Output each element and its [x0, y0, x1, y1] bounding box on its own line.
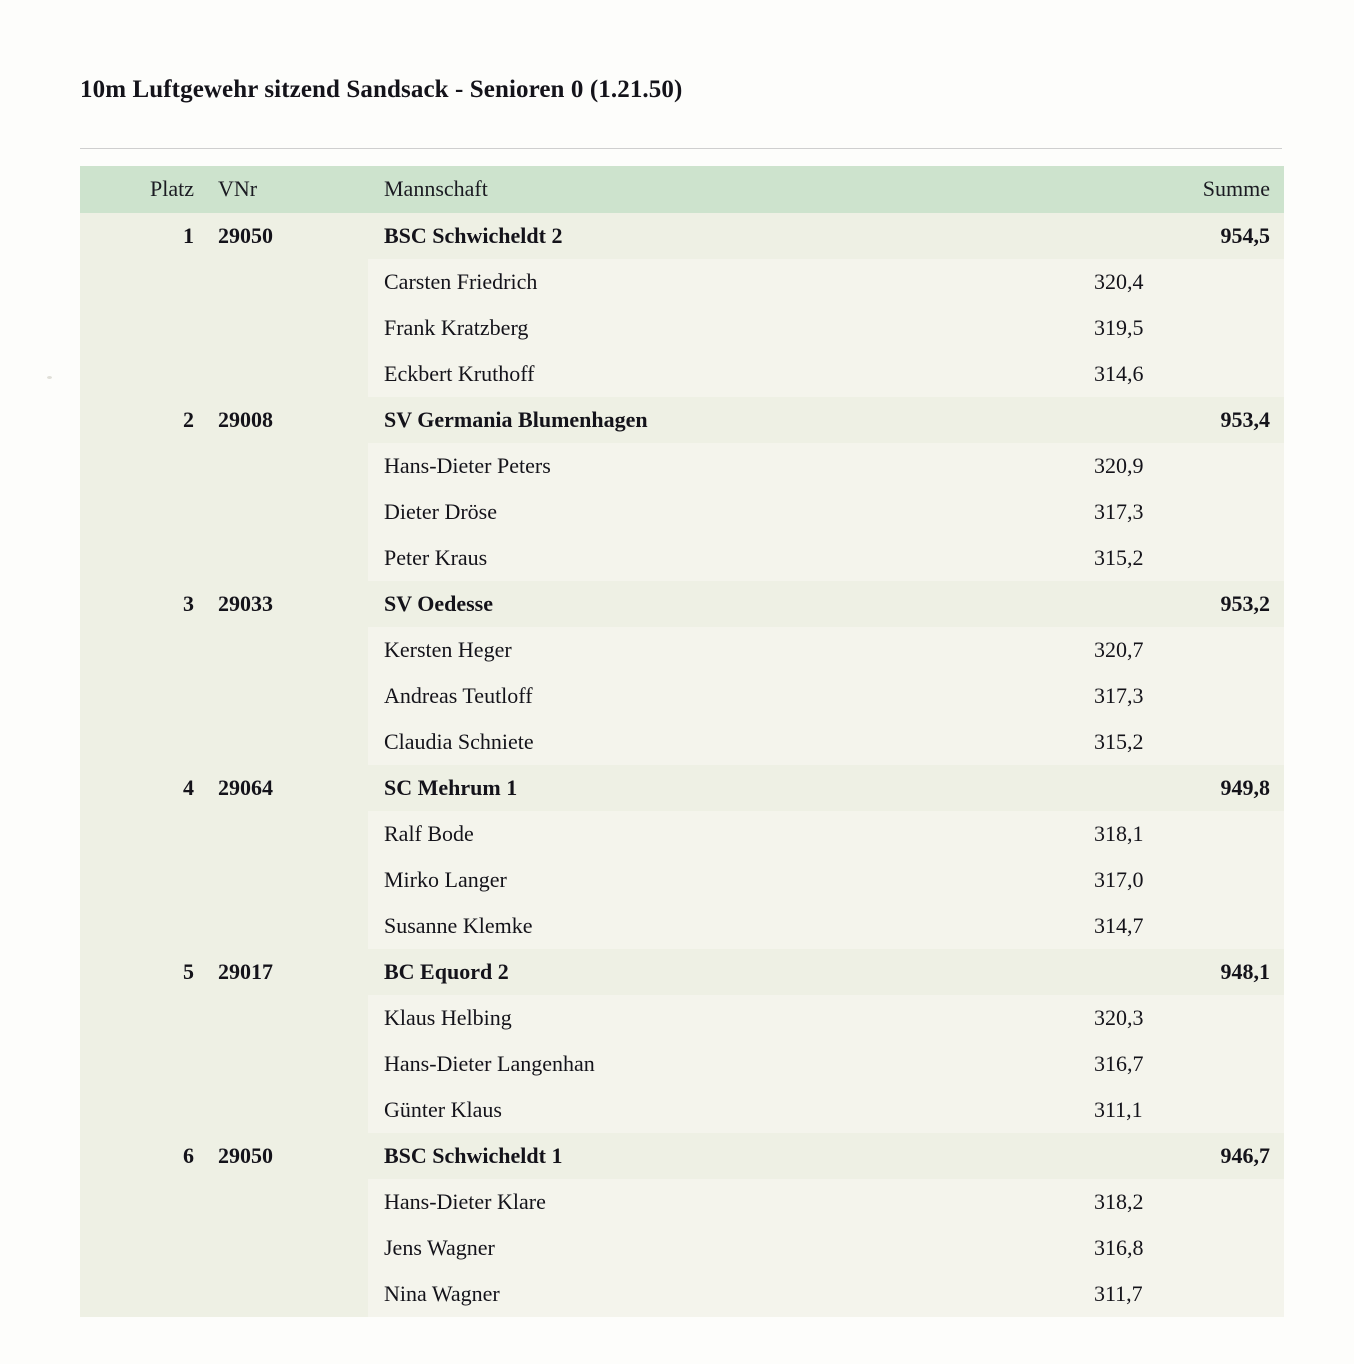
shooter-score: 317,3 — [1080, 489, 1284, 535]
team-row — [80, 1133, 1284, 1179]
shooter-vnr-spacer — [208, 719, 368, 765]
shooter-name: Hans-Dieter Langenhan — [368, 1041, 1080, 1087]
shooter-row — [80, 1271, 1284, 1317]
shooter-place-spacer — [80, 489, 208, 535]
team-vnr: 29033 — [208, 581, 368, 627]
shooter-vnr-spacer — [208, 903, 368, 949]
column-header-mannschaft: Mannschaft — [368, 166, 1080, 213]
shooter-place-spacer — [80, 1271, 208, 1317]
shooter-row — [80, 1041, 1284, 1087]
team-row — [80, 581, 1284, 627]
shooter-row — [80, 811, 1284, 857]
shooter-vnr-spacer — [208, 305, 368, 351]
shooter-vnr-spacer — [208, 351, 368, 397]
shooter-place-spacer — [80, 811, 208, 857]
column-header-vnr: VNr — [208, 166, 368, 213]
shooter-vnr-spacer — [208, 1271, 368, 1317]
shooter-name: Mirko Langer — [368, 857, 1080, 903]
shooter-score: 316,7 — [1080, 1041, 1284, 1087]
team-row — [80, 397, 1284, 443]
shooter-row — [80, 903, 1284, 949]
team-sum: 953,2 — [1080, 581, 1284, 627]
column-header-platz: Platz — [80, 166, 208, 213]
shooter-score: 315,2 — [1080, 535, 1284, 581]
shooter-row — [80, 259, 1284, 305]
shooter-name: Ralf Bode — [368, 811, 1080, 857]
shooter-row — [80, 627, 1284, 673]
team-place: 4 — [80, 765, 208, 811]
team-sum: 948,1 — [1080, 949, 1284, 995]
team-place: 6 — [80, 1133, 208, 1179]
shooter-place-spacer — [80, 443, 208, 489]
shooter-row — [80, 719, 1284, 765]
shooter-name: Nina Wagner — [368, 1271, 1080, 1317]
team-name: SC Mehrum 1 — [368, 765, 1080, 811]
shooter-row — [80, 1225, 1284, 1271]
shooter-place-spacer — [80, 351, 208, 397]
shooter-place-spacer — [80, 903, 208, 949]
title-divider — [80, 148, 1282, 149]
shooter-place-spacer — [80, 719, 208, 765]
shooter-score: 316,8 — [1080, 1225, 1284, 1271]
table-body — [80, 213, 1284, 1317]
shooter-score: 320,3 — [1080, 995, 1284, 1041]
shooter-place-spacer — [80, 857, 208, 903]
team-sum: 954,5 — [1080, 213, 1284, 259]
shooter-vnr-spacer — [208, 259, 368, 305]
shooter-row — [80, 443, 1284, 489]
scan-speckle — [47, 376, 52, 379]
shooter-name: Frank Kratzberg — [368, 305, 1080, 351]
shooter-vnr-spacer — [208, 535, 368, 581]
table-header — [80, 166, 1284, 213]
shooter-place-spacer — [80, 259, 208, 305]
team-vnr: 29050 — [208, 1133, 368, 1179]
team-sum: 946,7 — [1080, 1133, 1284, 1179]
team-place: 1 — [80, 213, 208, 259]
shooter-score: 315,2 — [1080, 719, 1284, 765]
team-sum: 949,8 — [1080, 765, 1284, 811]
team-vnr: 29050 — [208, 213, 368, 259]
table-header-row — [80, 166, 1284, 213]
shooter-score: 319,5 — [1080, 305, 1284, 351]
team-row — [80, 765, 1284, 811]
shooter-place-spacer — [80, 305, 208, 351]
shooter-name: Jens Wagner — [368, 1225, 1080, 1271]
shooter-place-spacer — [80, 995, 208, 1041]
shooter-row — [80, 1179, 1284, 1225]
shooter-place-spacer — [80, 1087, 208, 1133]
shooter-place-spacer — [80, 535, 208, 581]
shooter-name: Peter Kraus — [368, 535, 1080, 581]
shooter-row — [80, 351, 1284, 397]
shooter-name: Günter Klaus — [368, 1087, 1080, 1133]
shooter-name: Carsten Friedrich — [368, 259, 1080, 305]
shooter-row — [80, 995, 1284, 1041]
shooter-score: 311,1 — [1080, 1087, 1284, 1133]
shooter-vnr-spacer — [208, 1179, 368, 1225]
shooter-vnr-spacer — [208, 673, 368, 719]
team-name: SV Oedesse — [368, 581, 1080, 627]
shooter-score: 320,4 — [1080, 259, 1284, 305]
team-vnr: 29008 — [208, 397, 368, 443]
shooter-row — [80, 535, 1284, 581]
team-name: BSC Schwicheldt 1 — [368, 1133, 1080, 1179]
team-place: 5 — [80, 949, 208, 995]
shooter-place-spacer — [80, 673, 208, 719]
team-vnr: 29017 — [208, 949, 368, 995]
results-table — [80, 166, 1284, 1317]
shooter-vnr-spacer — [208, 857, 368, 903]
shooter-score: 317,0 — [1080, 857, 1284, 903]
shooter-score: 311,7 — [1080, 1271, 1284, 1317]
shooter-name: Klaus Helbing — [368, 995, 1080, 1041]
page-title: 10m Luftgewehr sitzend Sandsack - Senioren 0 (1.21.50) — [80, 76, 683, 103]
team-name: SV Germania Blumenhagen — [368, 397, 1080, 443]
team-row — [80, 949, 1284, 995]
shooter-name: Susanne Klemke — [368, 903, 1080, 949]
shooter-vnr-spacer — [208, 627, 368, 673]
column-header-summe: Summe — [1080, 166, 1284, 213]
shooter-name: Hans-Dieter Klare — [368, 1179, 1080, 1225]
shooter-row — [80, 1087, 1284, 1133]
shooter-vnr-spacer — [208, 443, 368, 489]
shooter-name: Eckbert Kruthoff — [368, 351, 1080, 397]
shooter-score: 318,2 — [1080, 1179, 1284, 1225]
team-place: 2 — [80, 397, 208, 443]
shooter-vnr-spacer — [208, 489, 368, 535]
team-place: 3 — [80, 581, 208, 627]
shooter-score: 320,7 — [1080, 627, 1284, 673]
shooter-score: 317,3 — [1080, 673, 1284, 719]
shooter-name: Hans-Dieter Peters — [368, 443, 1080, 489]
shooter-row — [80, 857, 1284, 903]
shooter-name: Andreas Teutloff — [368, 673, 1080, 719]
shooter-vnr-spacer — [208, 811, 368, 857]
shooter-vnr-spacer — [208, 1041, 368, 1087]
shooter-name: Dieter Dröse — [368, 489, 1080, 535]
shooter-score: 314,7 — [1080, 903, 1284, 949]
shooter-score: 314,6 — [1080, 351, 1284, 397]
team-vnr: 29064 — [208, 765, 368, 811]
team-name: BSC Schwicheldt 2 — [368, 213, 1080, 259]
shooter-vnr-spacer — [208, 995, 368, 1041]
shooter-vnr-spacer — [208, 1087, 368, 1133]
shooter-score: 320,9 — [1080, 443, 1284, 489]
shooter-row — [80, 673, 1284, 719]
shooter-row — [80, 305, 1284, 351]
team-row — [80, 213, 1284, 259]
team-sum: 953,4 — [1080, 397, 1284, 443]
shooter-place-spacer — [80, 1225, 208, 1271]
shooter-row — [80, 489, 1284, 535]
shooter-place-spacer — [80, 1041, 208, 1087]
shooter-name: Kersten Heger — [368, 627, 1080, 673]
shooter-vnr-spacer — [208, 1225, 368, 1271]
shooter-name: Claudia Schniete — [368, 719, 1080, 765]
shooter-place-spacer — [80, 627, 208, 673]
shooter-place-spacer — [80, 1179, 208, 1225]
team-name: BC Equord 2 — [368, 949, 1080, 995]
shooter-score: 318,1 — [1080, 811, 1284, 857]
